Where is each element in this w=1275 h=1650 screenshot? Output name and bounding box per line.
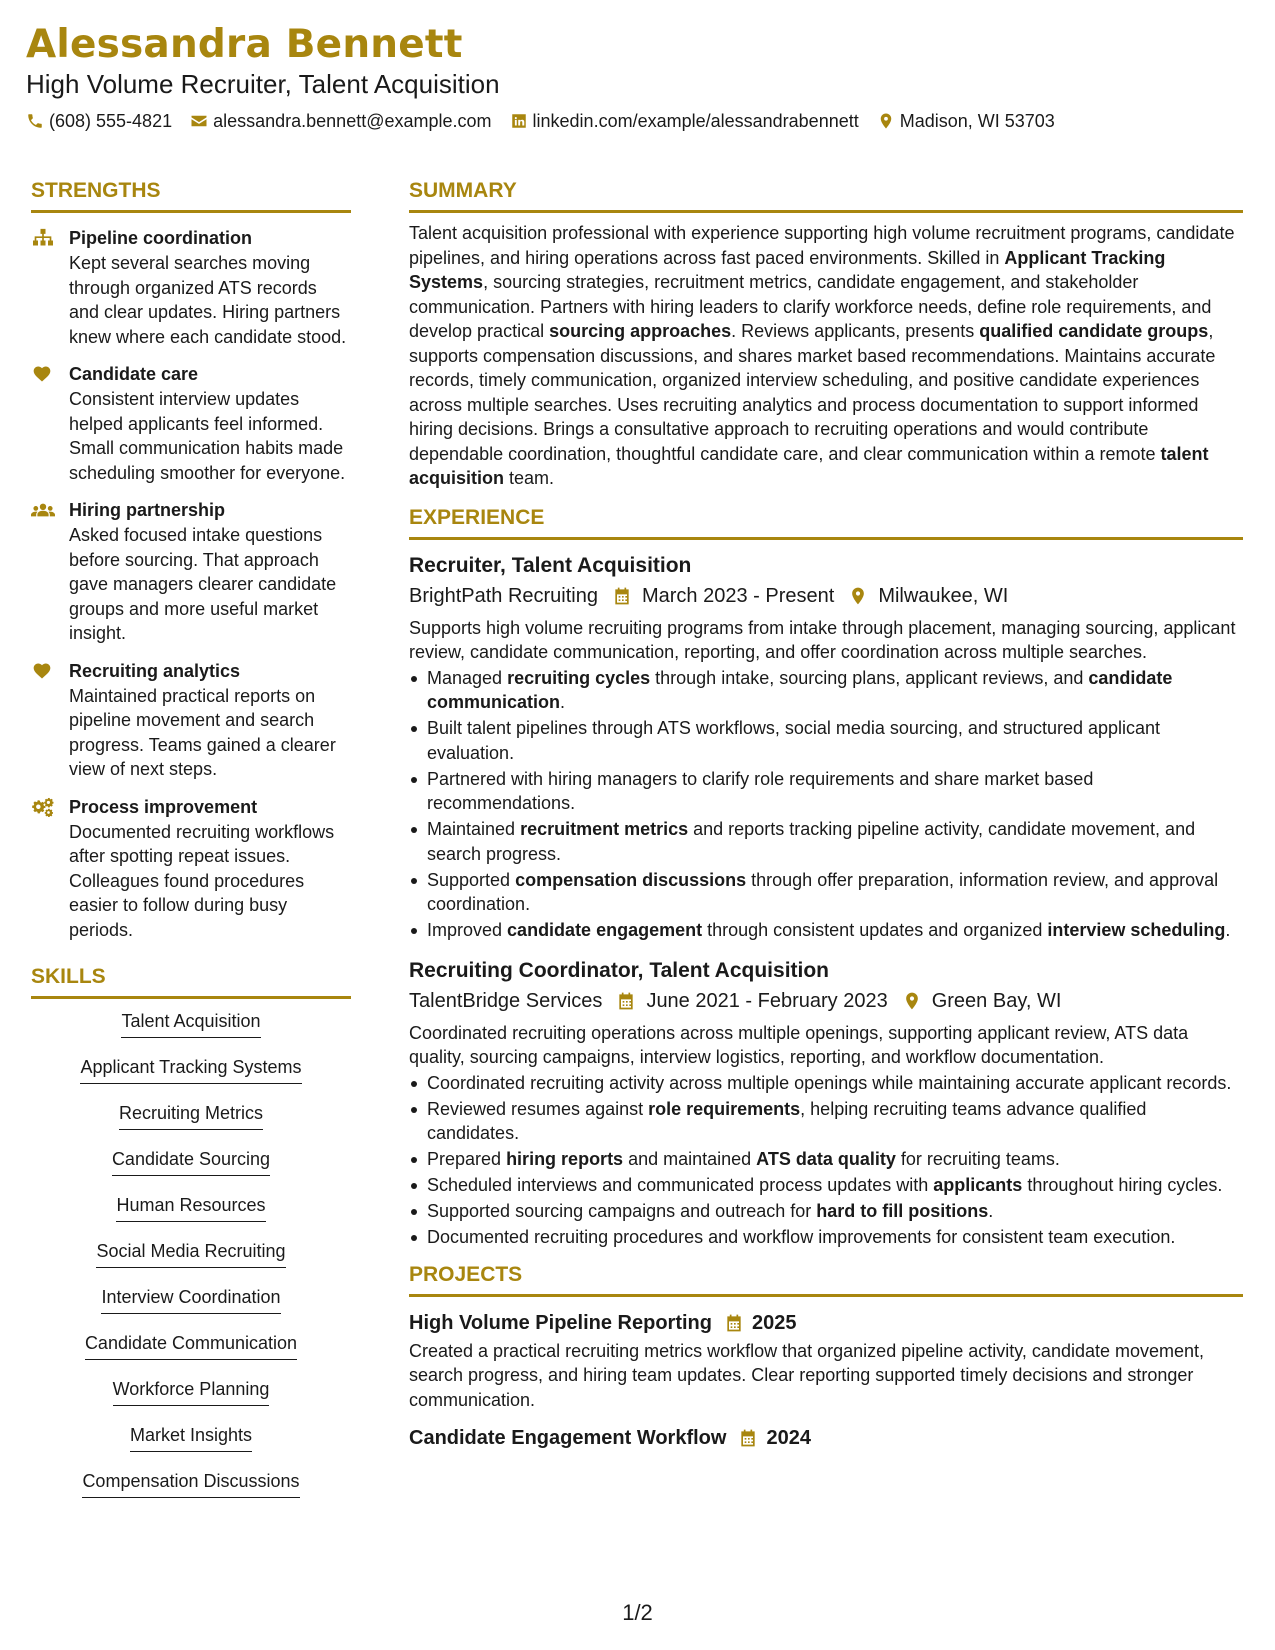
projects-heading: PROJECTS [409,1262,523,1286]
list-item [409,1097,1243,1146]
project-entry [409,1309,1243,1413]
list-item [409,817,1243,866]
list-item [409,1173,1243,1198]
skills-list [31,1009,351,1515]
body-text: , sourcing strategies, recruitment metrics, candidate engagement, and stakeholder communication. Partners with hiring leaders to clarify workforce needs, define role requirements, and develop practical [409,272,1212,341]
contact-location-text: Madison, WI 53703 [899,111,1055,131]
strength-title: Pipeline coordination [69,228,253,248]
emphasis-text: talent acquisition [409,443,1209,488]
contact-email-text: alessandra.bennett@example.com [213,111,492,131]
job-bullets [409,666,1243,943]
project-header [409,1424,1243,1452]
contact-phone[interactable] [26,110,172,132]
right-column [409,178,1243,1452]
strength-item [31,226,351,349]
project-year: 2025 [751,1311,797,1334]
emphasis-text: applicants [933,1175,1023,1195]
heart-icon [31,661,53,681]
section-divider [31,210,351,213]
body-text: Scheduled interviews and communicated process updates with [427,1175,934,1195]
strength-item [31,795,351,943]
emphasis-text: recruitment metrics [520,819,689,839]
body-text: team. [504,468,555,488]
calendar-icon [724,1313,744,1333]
job-role: Recruiting Coordinator, Talent Acquisition [409,958,830,982]
project-name: High Volume Pipeline Reporting [409,1311,712,1334]
skill-tag: Market Insights [130,1423,252,1452]
body-text: Documented recruiting procedures and workflow improvements for consistent team execution. [427,1227,1176,1247]
section-divider [409,537,1243,540]
skill-tag: Compensation Discussions [82,1469,299,1498]
body-text: Talent acquisition professional with experience supporting high volume recruitment programs, candidate pipelines, and hiring operations across fast paced environments. Skilled in [409,223,1235,268]
strength-description: Kept several searches moving through organized ATS records and clear updates. Hiring partners knew where each candidate stood. [69,253,347,347]
resume-header [26,22,1055,132]
list-item [409,716,1243,765]
strength-description: Maintained practical reports on pipeline movement and search progress. Teams gained a clearer view of next steps. [69,685,336,779]
contact-bar [26,110,1055,132]
contact-location [877,110,1055,132]
skill-tag: Candidate Sourcing [112,1147,270,1176]
contact-phone-text: (608) 555-4821 [49,111,173,131]
body-text: and maintained [623,1149,757,1169]
job-meta [409,582,1243,610]
emphasis-text: candidate engagement [507,920,703,940]
job-description: Coordinated recruiting operations across multiple openings, supporting applicant review, ATS data quality, sourcing campaigns, interview logistics, reporting, and workflow documentation. [409,1022,1189,1067]
emphasis-text: compensation discussions [515,869,747,890]
job-dates: June 2021 - February 2023 [646,989,888,1012]
body-text: Improved [427,920,508,940]
phone-icon [26,112,44,130]
job-location: Green Bay, WI [931,989,1062,1012]
skill-tag: Talent Acquisition [121,1009,260,1038]
skill-tag: Recruiting Metrics [119,1101,263,1130]
sitemap-icon [31,228,55,248]
job-location: Milwaukee, WI [878,584,1009,607]
emphasis-text: qualified candidate groups [979,321,1209,341]
heart-icon [31,364,53,384]
experience-heading: EXPERIENCE [409,505,545,529]
strength-description: Documented recruiting workflows after spotting repeat issues. Colleagues found procedures easier to follow during busy periods. [69,821,335,940]
job-meta [409,987,1243,1015]
strength-title: Recruiting analytics [69,660,241,681]
candidate-name: Alessandra Bennett [26,22,463,67]
section-divider [409,1294,1243,1297]
list-item [409,767,1243,816]
body-text: Reviewed resumes against [427,1098,649,1119]
skill-tag: Human Resources [116,1193,265,1222]
skill-tag: Social Media Recruiting [96,1239,285,1268]
candidate-headline: High Volume Recruiter, Talent Acquisition [26,69,500,99]
body-text: Prepared [427,1149,507,1169]
body-text: for recruiting teams. [895,1149,1060,1169]
list-item [409,868,1243,917]
list-item [409,918,1243,943]
job-dates: March 2023 - Present [641,584,835,607]
body-text: Supported [427,869,516,890]
gears-icon [31,797,55,817]
strength-description: Asked focused intake questions before sourcing. That approach gave managers clearer candidate groups and more useful market insight. [69,525,337,643]
body-text: Built talent pipelines through ATS workflows, social media sourcing, and structured applicant evaluation. [427,718,1161,763]
emphasis-text: interview scheduling [1047,920,1226,940]
calendar-icon [738,1428,758,1448]
emphasis-text: Applicant Tracking Systems [409,247,1166,292]
summary-text [409,221,1243,491]
emphasis-text: sourcing approaches [549,321,732,341]
body-text: Supported sourcing campaigns and outreach for [427,1201,817,1221]
emphasis-text: hiring reports [506,1149,624,1169]
strength-title: Candidate care [69,364,199,384]
skill-tag: Interview Coordination [101,1285,280,1314]
strength-item [31,659,351,782]
list-item [409,1147,1243,1172]
body-text: through intake, sourcing plans, applicant reviews, and [650,667,1089,688]
emphasis-text: ATS data quality [756,1149,896,1169]
body-text: Managed [427,667,508,688]
strength-description: Consistent interview updates helped applicants feel informed. Small communication habits made scheduling smoother for everyone. [69,389,346,483]
emphasis-text: hard to fill positions [816,1201,989,1221]
job-role: Recruiter, Talent Acquisition [409,553,692,577]
job-description: Supports high volume recruiting programs from intake through placement, managing sourcing, applicant review, candidate communication, reporting, and offer coordination across multiple searches. [409,617,1236,662]
section-divider [31,996,351,999]
skill-tag: Candidate Communication [85,1331,297,1360]
list-item [409,1071,1243,1096]
body-text: . Reviews applicants, presents [731,321,980,341]
contact-linkedin[interactable] [510,110,859,132]
project-header [409,1309,1243,1337]
skills-heading: SKILLS [31,965,106,988]
body-text: . [1225,920,1231,940]
job-company: TalentBridge Services [409,989,603,1012]
body-text: Coordinated recruiting activity across multiple openings while maintaining accurate applicant records. [427,1072,1232,1093]
job-company: BrightPath Recruiting [409,584,598,607]
body-text: Maintained [427,819,521,839]
project-entry [409,1424,1243,1452]
project-description: Created a practical recruiting metrics workflow that organized pipeline activity, candidate movement, search progress, and hiring team updates. Clear reporting supported timely decisions and stronger communication. [409,1340,1205,1410]
linkedin-icon [510,112,528,130]
strength-title: Hiring partnership [69,500,226,520]
users-icon [31,500,55,520]
project-year: 2024 [766,1427,811,1449]
summary-heading: SUMMARY [409,179,517,202]
list-item [409,1225,1243,1250]
strength-item [31,362,351,485]
strength-item [31,498,351,646]
skill-tag: Workforce Planning [113,1377,270,1406]
calendar-icon [616,991,636,1011]
body-text: . [560,692,566,712]
emphasis-text: role requirements [648,1098,801,1119]
body-text: through offer preparation, information review, and approval coordination. [427,869,1219,914]
emphasis-text: candidate communication [427,667,1173,712]
list-item [409,666,1243,715]
strength-title: Process improvement [69,796,258,817]
emphasis-text: recruiting cycles [507,667,651,688]
body-text: and reports tracking pipeline activity, candidate movement, and search progress. [427,819,1196,864]
body-text: throughout hiring cycles. [1022,1175,1223,1195]
body-text: , supports compensation discussions, and shares market based recommendations. Maintains accurate records, timely communication, organized interview scheduling, and positive candidate experiences across multiple searches. Uses recruiting analytics and process documentation to support informed hiring decisions. Brings a consultative approach to recruiting operations and would contribute dependable coordination, thoughtful candidate care, and clear communication within a remote [409,321,1216,464]
contact-linkedin-text: linkedin.com/example/alessandrabennett [532,111,859,131]
calendar-icon [612,586,632,606]
body-text: through consistent updates and organized [702,920,1048,940]
left-column [31,178,351,1515]
map-pin-icon [902,991,922,1011]
project-name: Candidate Engagement Workflow [409,1427,727,1449]
body-text: , helping recruiting teams advance qualified candidates. [427,1098,1147,1143]
job-bullets [409,1071,1243,1250]
job-entry [409,552,1243,943]
map-pin-icon [877,112,895,130]
section-divider [409,210,1243,213]
map-pin-icon [848,586,868,606]
job-entry [409,957,1243,1250]
page-number: 1/2 [622,1600,653,1625]
body-text: Partnered with hiring managers to clarify role requirements and share market based recommendations. [427,768,1094,813]
strengths-heading: STRENGTHS [31,179,161,202]
envelope-icon [190,112,208,130]
skill-tag: Applicant Tracking Systems [80,1055,301,1084]
body-text: . [988,1201,994,1221]
list-item [409,1199,1243,1224]
contact-email[interactable] [190,110,491,132]
